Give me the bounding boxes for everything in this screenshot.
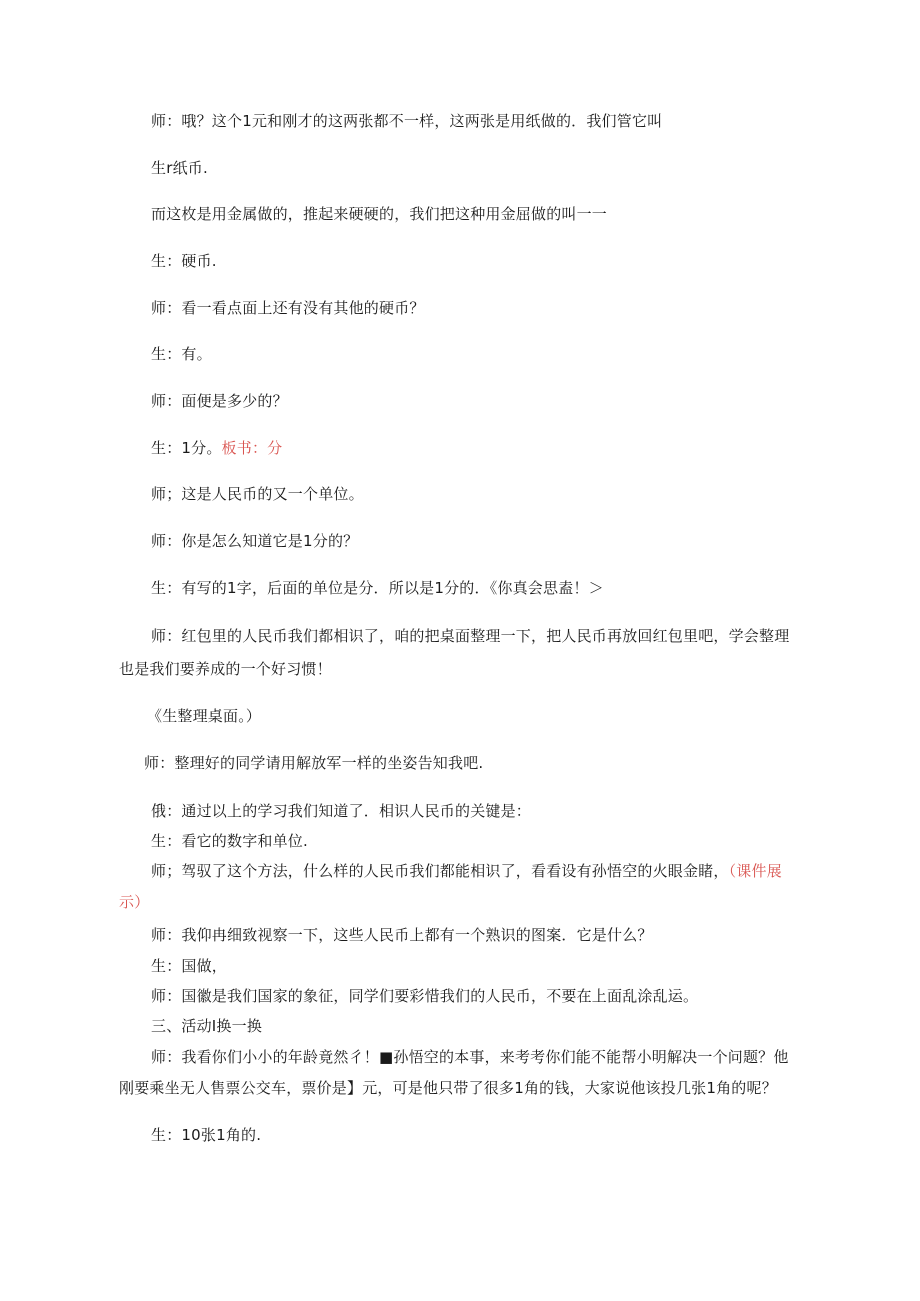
blackboard-note: 板书：分 xyxy=(221,439,283,457)
student-answer: 生：1分。 xyxy=(151,439,222,457)
dialogue-paragraph: 师：红包里的人民币我们都相识了，咱的把桌面整理一下，把人民币再放回红包里吧，学会整理也是我们要养成的一个好习惯！ xyxy=(119,627,790,678)
dialogue-line: 生：硬币. xyxy=(151,252,217,270)
dialogue-line: 生：看它的数字和单位. xyxy=(151,832,308,850)
dialogue-line: 师：我仰冉细致视察一下，这些人民币上都有一个熟识的图案．它是什么？ xyxy=(151,926,653,944)
dialogue-paragraph xyxy=(119,856,794,918)
dialogue-line: 师：国徽是我们国家的象征，同学们要彩惜我们的人民币，不要在上面乱涂乱运。 xyxy=(151,987,699,1005)
dialogue-line: 生：国做， xyxy=(151,957,228,975)
dialogue-line: 师：整理好的同学请用解放军一样的坐姿告知我吧. xyxy=(144,754,484,772)
courseware-note: （课件展示） xyxy=(119,862,782,911)
dialogue-line: 生：有。 xyxy=(151,345,212,363)
dialogue-line xyxy=(151,438,282,458)
stage-direction: 《生整理桌面。） xyxy=(147,707,262,725)
dialogue-line: 师：看一看点面上还有没有其他的硬币？ xyxy=(151,299,425,317)
dialogue-line: 师；这是人民币的又一个单位。 xyxy=(151,485,364,503)
dialogue-paragraph: 师：我看你们小小的年龄竟然彳！■孙悟空的本事，来考考你们能不能帮小明解决一个问题？他刚要乘坐无人售票公交车，票价是】元，可是他只带了很多1角的钱，大家说他该投几张1角的呢？ xyxy=(119,1048,789,1097)
dialogue-line: 生：10张1角的. xyxy=(151,1126,262,1144)
dialogue-line: 师：哦？这个1元和刚才的这两张都不一样，这两张是用纸做的．我们管它叫 xyxy=(151,112,663,130)
dialogue-line: 生r纸币. xyxy=(151,159,208,177)
dialogue-line: 生：有写的1字，后面的单位是分．所以是1分的．《你真会思盍！＞ xyxy=(151,579,604,597)
dialogue-line: 师：面便是多少的？ xyxy=(151,392,288,410)
dialogue-line: 师：你是怎么知道它是1分的？ xyxy=(151,532,359,550)
dialogue-line: 俄：通过以上的学习我们知道了．相识人民币的关键是： xyxy=(151,802,532,820)
section-heading: 三、活动I换一换 xyxy=(151,1017,263,1035)
dialogue-line: 而这枚是用金属做的，推起来硬硬的，我们把这种用金屈做的叫一一 xyxy=(151,205,608,223)
teacher-remark: 师；驾驭了这个方法，什么样的人民币我们都能相识了，看看设有孙悟空的火眼金睹， xyxy=(151,862,729,880)
